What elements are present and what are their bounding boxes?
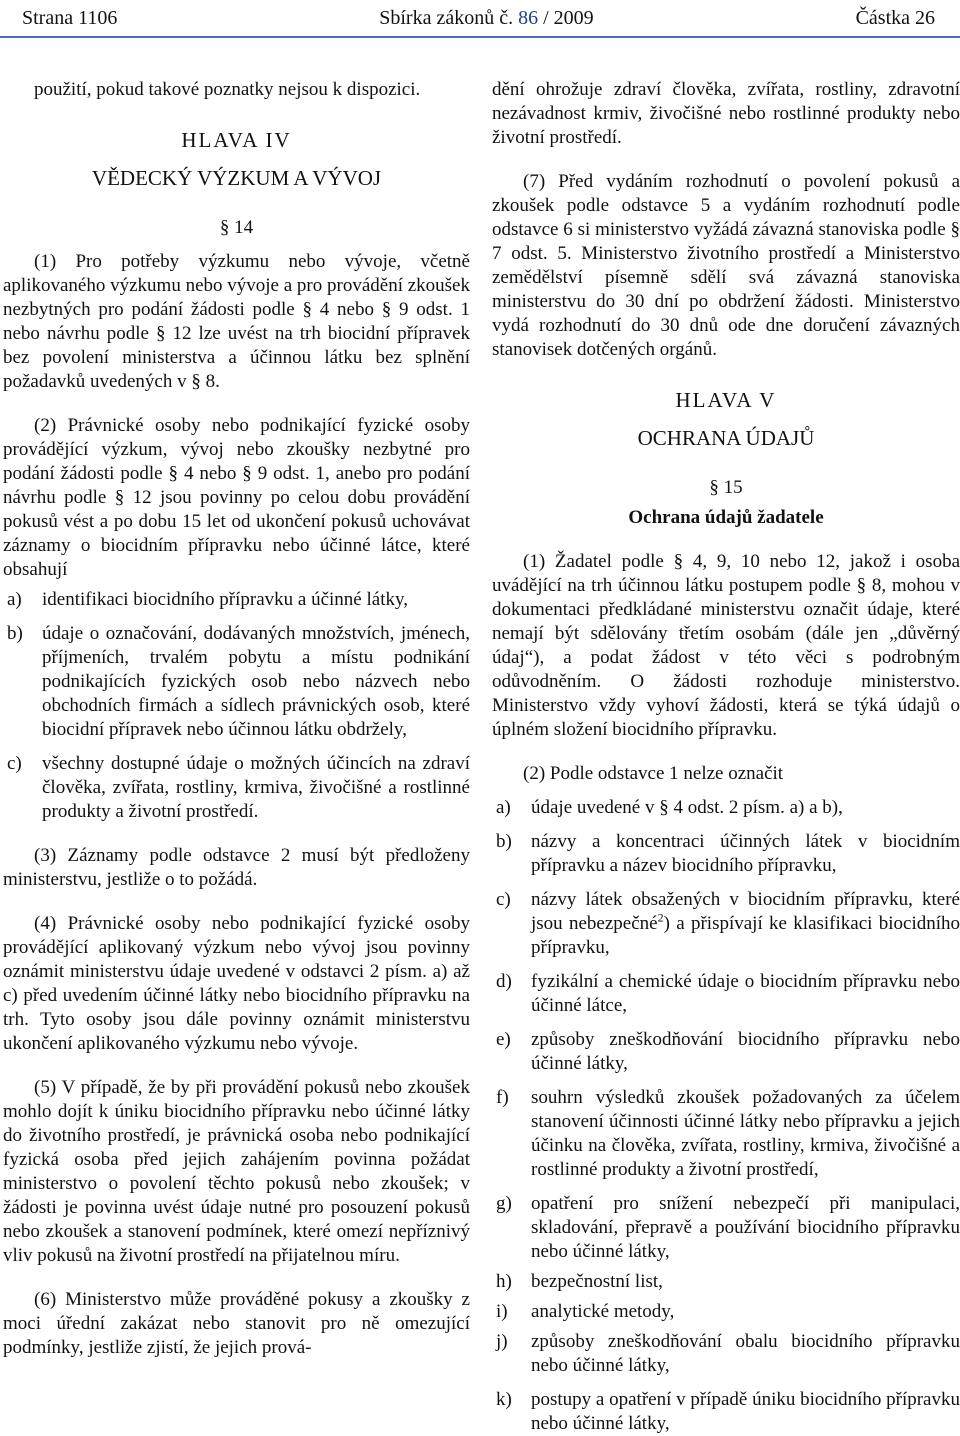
list-item-text: souhrn výsledků zkoušek požadovaných za účelem stanovení účinnosti účinné látky nebo přípravku a jejich účinku na člověka, zvířata, rostliny, krmiva, živočišné a rostlinné produkty a životní prostředí, — [531, 1087, 960, 1180]
chapter-title: OCHRANA ÚDAJŮ — [637, 426, 815, 450]
list-item-label: b) — [496, 831, 512, 852]
list-item-label: a) — [496, 797, 511, 818]
list-item-label: d) — [496, 971, 512, 992]
paragraph-3: (3) Záznamy podle odstavce 2 musí být předloženy ministerstvu, jestliže o to požádá. — [3, 845, 470, 890]
list-item-text: identifikaci biocidního přípravku a účinné látky, — [42, 589, 408, 610]
list-item — [3, 588, 470, 612]
chapter-heading: HLAVA V — [675, 388, 777, 412]
section-number: § 14 — [219, 217, 254, 238]
list-item-text: analytické metody, — [531, 1301, 675, 1322]
list-item-label: c) — [496, 889, 511, 910]
list-item — [3, 622, 470, 742]
chapter-heading: HLAVA IV — [181, 128, 292, 152]
list-item-text: postupy a opatření v případě úniku biocidního přípravku nebo účinné látky, — [531, 1389, 960, 1434]
collection-year: / 2009 — [543, 7, 594, 29]
paragraph-2: (2) Podle odstavce 1 nelze označit — [523, 763, 784, 784]
list-item — [492, 1300, 960, 1324]
list-item — [492, 796, 960, 820]
page-number: Strana 1106 — [22, 7, 118, 29]
list-item-text: opatření pro snížení nebezpečí při manipulaci, skladování, přepravě a používání biocidního přípravku nebo účinné látky, — [531, 1193, 960, 1262]
list-item-label: f) — [496, 1087, 509, 1108]
list-item — [492, 1028, 960, 1076]
list-item-label: e) — [496, 1029, 511, 1050]
paragraph-2: (2) Právnické osoby nebo podnikající fyzické osoby provádějící výzkum, vývoj nebo zkoušky nezbytné pro podání žádosti podle § 4 nebo § 9 odst. 1, anebo pro podání návrhu podle § 12 jsou povinny po celou dobu provádění pokusů vést a po dobu 15 let od ukončení pokusů uchovávat záznamy o biocidním přípravku nebo účinné látce, které obsahují — [3, 415, 470, 580]
paragraph-1: (1) Žadatel podle § 4, 9, 10 nebo 12, jakož i osoba uvádějící na trh účinnou látku postupem podle § 8, mohou v dokumentaci předkládané ministerstvu označit údaje, které nemají být sdělovány třetím osobám (dále jen „důvěrný údaj“), a podat žádost v této věci s podrobným odůvodněním. O žádosti rozhoduje ministerstvo. Ministerstvo vždy vyhoví žádosti, která se týká údajů o úplném složení biocidního přípravku. — [492, 551, 960, 740]
list-item — [3, 752, 470, 824]
list-item-label: g) — [496, 1193, 512, 1214]
chapter-title: VĚDECKÝ VÝZKUM A VÝVOJ — [91, 166, 382, 190]
section-number: § 15 — [709, 477, 743, 498]
list-item — [492, 1330, 960, 1378]
list-item-text: způsoby zneškodňování biocidního přípravku nebo účinné látky, — [531, 1029, 960, 1074]
section-title: Ochrana údajů žadatele — [628, 507, 824, 528]
intro-paragraph: použití, pokud takové poznatky nejsou k dispozici. — [34, 79, 421, 100]
part-number: Částka 26 — [855, 7, 935, 29]
list-item-text: bezpečnostní list, — [531, 1271, 663, 1292]
paragraph-4: (4) Právnické osoby nebo podnikající fyzické osoby provádějící aplikovaný výzkum nebo vývoj jsou povinny oznámit ministerstvu údaje uvedené v odstavci 2 písm. a) až c) před uvedením účinné látky nebo biocidního přípravku na trh. Tyto osoby jsou dále povinny oznámit ministerstvu ukončení aplikovaného výzkumu nebo vývoje. — [3, 913, 470, 1054]
list-item-label: b) — [7, 623, 23, 644]
header-rule — [0, 36, 960, 38]
list-item — [492, 970, 960, 1018]
left-column — [3, 78, 470, 1360]
list-item-text-tail: ) a přispívají ke klasifikaci biocidního přípravku, — [531, 913, 960, 958]
paragraph-7: (7) Před vydáním rozhodnutí o povolení pokusů a zkoušek podle odstavce 5 a vydáním rozhodnutí podle odstavce 6 si ministerstvo vyžádá závazná stanoviska podle § 7 odst. 5. Ministerstvo životního prostředí a Ministerstvo zemědělství písemně sdělí svá závazná stanoviska ministerstvu do 30 dní po obdržení žádosti. Ministerstvo vydá rozhodnutí do 30 dnů ode dne doručení závazných stanovisek dotčených orgánů. — [492, 171, 960, 360]
list-item-text: názvy a koncentraci účinných látek v biocidním přípravku a název biocidního přípravku, — [531, 831, 960, 876]
list-item-label: a) — [7, 589, 22, 610]
list-item — [492, 888, 960, 960]
footnote-marker: 2 — [657, 910, 664, 925]
list-item — [492, 1192, 960, 1264]
list-item — [492, 1270, 960, 1294]
list-item-label: k) — [496, 1389, 512, 1410]
collection-prefix: Sbírka zákonů č. — [379, 7, 514, 29]
collection-number: 86 — [518, 7, 539, 29]
page-header — [0, 0, 960, 36]
list-item-label: c) — [7, 753, 22, 774]
collection-title — [379, 6, 593, 30]
list-item-label: i) — [496, 1301, 508, 1322]
list-item-label: h) — [496, 1271, 512, 1292]
list-item-text: údaje uvedené v § 4 odst. 2 písm. a) a b), — [531, 797, 843, 818]
list-item-text-main: názvy látek obsažených v biocidním přípravku, které jsou nebezpečné — [531, 889, 960, 934]
paragraph-1: (1) Pro potřeby výzkumu nebo vývoje, včetně aplikovaného výzkumu nebo vývoje a pro provádění zkoušek nezbytných pro podání žádosti podle § 4 nebo § 9 odst. 1 nebo návrhu podle § 12 lze uvést na trh biocidní přípravek bez povolení ministerstva a účinnou látku bez splnění požadavků uvedených v § 8. — [3, 251, 470, 392]
list-item — [492, 830, 960, 878]
list-item-text: fyzikální a chemické údaje o biocidním přípravku nebo účinné látce, — [531, 971, 960, 1016]
list-item-label: j) — [496, 1331, 508, 1352]
list-item-text: všechny dostupné údaje o možných účincích na zdraví člověka, zvířata, rostliny, krmiva, živočišné a rostlinné produkty a životní prostředí. — [42, 753, 470, 822]
continuation-paragraph: dění ohrožuje zdraví člověka, zvířata, rostliny, zdravotní nezávadnost krmiv, živočišné nebo rostlinné produkty nebo životní prostředí. — [492, 79, 960, 148]
right-column — [492, 78, 960, 1436]
paragraph-6: (6) Ministerstvo může prováděné pokusy a zkoušky z moci úřední zakázat nebo stanovit pro ně omezující podmínky, jestliže zjistí, že jejich prová- — [3, 1289, 470, 1358]
list-item-text: způsoby zneškodňování obalu biocidního přípravku nebo účinné látky, — [531, 1331, 960, 1376]
list-item-text — [531, 888, 960, 960]
paragraph-5: (5) V případě, že by při provádění pokusů nebo zkoušek mohlo dojít k úniku biocidního přípravku nebo účinné látky do životního prostředí, je právnická osoba nebo podnikající fyzická osoba před jejich zahájením povinna požádat ministerstvo o povolení těchto pokusů nebo zkoušek; v žádosti je povinna uvést údaje nutné pro posouzení pokusů nebo zkoušek a stanovení podmínek, které omezí nepříznivý vliv pokusů na životní prostředí na přijatelnou míru. — [3, 1077, 470, 1266]
list-item — [492, 1388, 960, 1436]
list-item-text: údaje o označování, dodávaných množstvích, jménech, příjmeních, trvalém pobytu a místu podnikání podnikajících fyzických osob nebo názvech nebo obchodních firmách a sídlech právnických osob, které biocidní přípravek nebo účinnou látku obdržely, — [42, 623, 470, 740]
list-item — [492, 1086, 960, 1182]
